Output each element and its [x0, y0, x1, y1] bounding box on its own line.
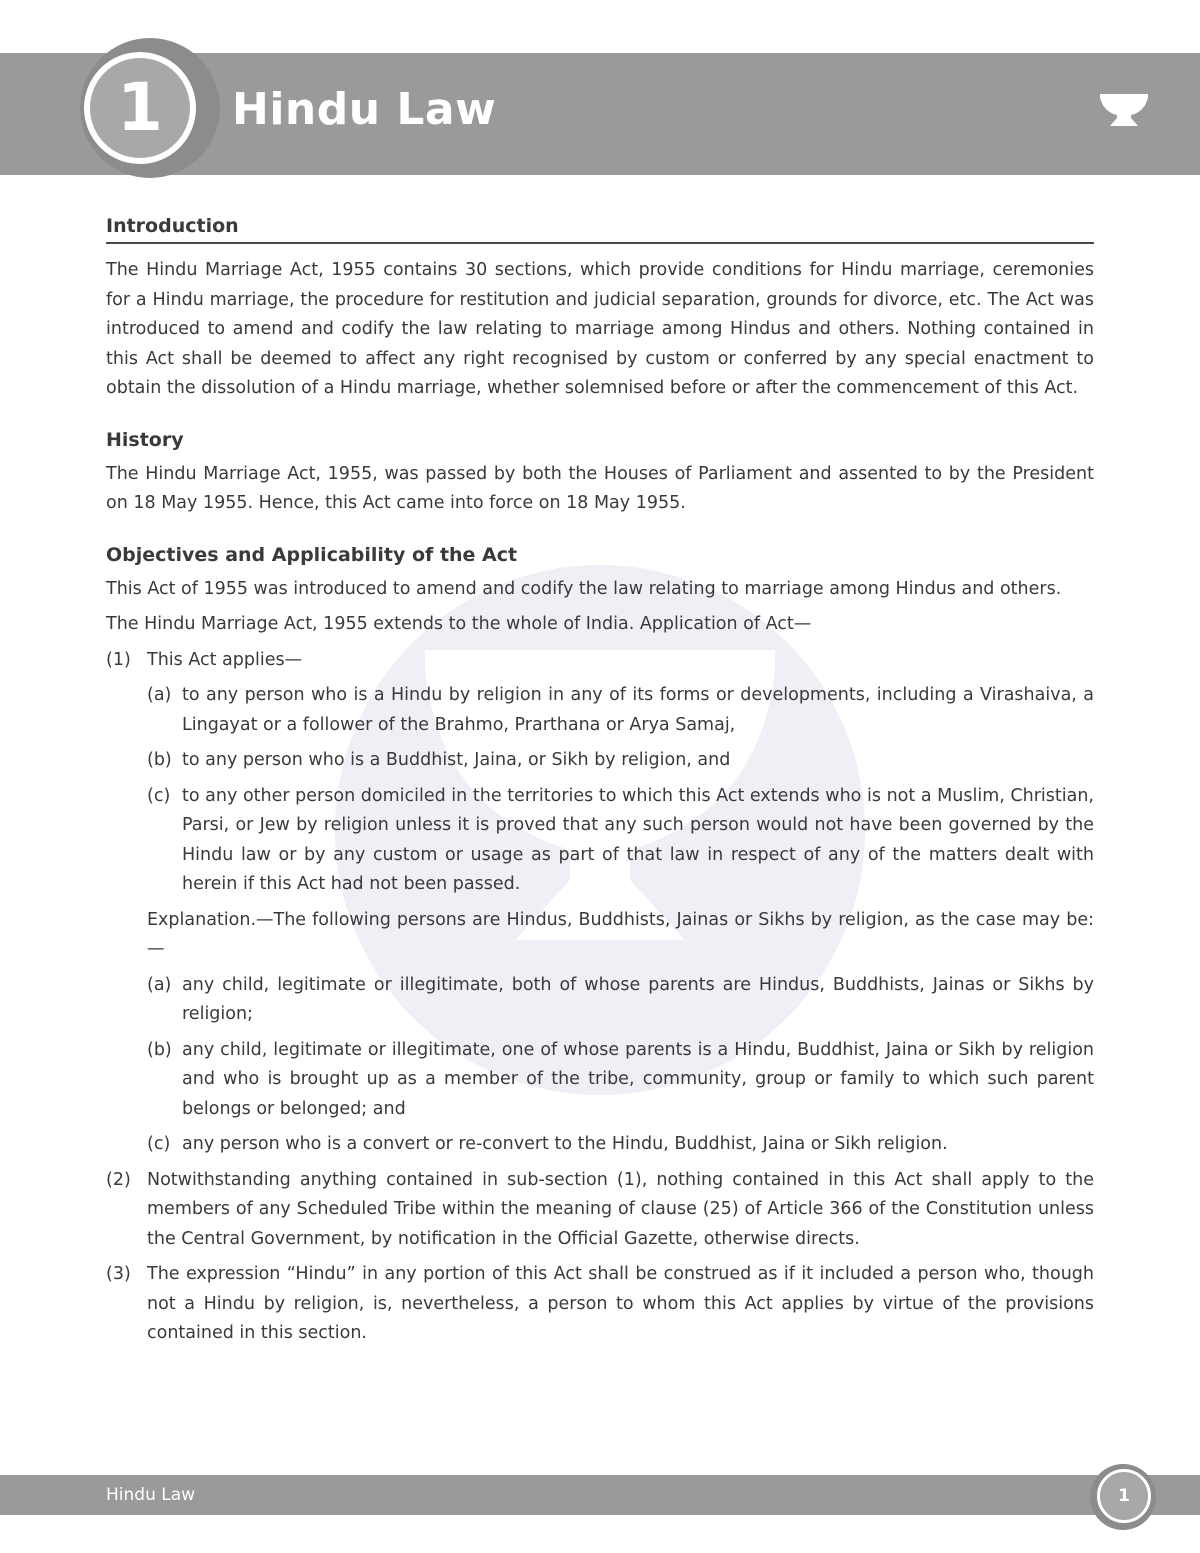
list-item	[106, 646, 1094, 676]
list-item	[106, 1130, 1094, 1160]
list-item	[106, 971, 1094, 1030]
bowl-logo-icon	[1098, 90, 1150, 130]
list-item	[106, 782, 1094, 900]
list-item	[106, 1036, 1094, 1125]
application-paragraph: The Hindu Marriage Act, 1955 extends to the whole of India. Application of Act—	[106, 614, 812, 634]
explanation-paragraph: Explanation.—The following persons are Hindus, Buddhists, Jainas or Sikhs by religion, as the case may be:—	[147, 909, 1094, 959]
list-item	[106, 681, 1094, 740]
list-marker: (c)	[147, 785, 171, 806]
list-item-text: any child, legitimate or illegitimate, both of whose parents are Hindus, Buddhists, Jainas or Sikhs by religion;	[182, 974, 1094, 1024]
chapter-title: Hindu Law	[232, 84, 497, 135]
list-marker: (2)	[106, 1169, 131, 1190]
list-item	[106, 1166, 1094, 1255]
main-content	[106, 212, 1094, 1349]
page-number: 1	[1097, 1469, 1151, 1523]
objectives-heading: Objectives and Applicability of the Act	[106, 543, 518, 566]
list-item	[106, 746, 1094, 776]
list-marker: (3)	[106, 1264, 131, 1284]
list-item-text: This Act applies—	[147, 649, 303, 670]
history-paragraph: The Hindu Marriage Act, 1955, was passed by both the Houses of Parliament and assented to by the President on 18 May 1955. Hence, this Act came into force on 18 May 1955.	[106, 463, 1094, 513]
history-heading: History	[106, 428, 184, 451]
list-item-text: any person who is a convert or re-convert to the Hindu, Buddhist, Jaina or Sikh religion.	[182, 1134, 948, 1154]
list-item-text: Notwithstanding anything contained in sub-section (1), nothing contained in this Act shall apply to the members of any Scheduled Tribe within the meaning of clause (25) of Article 366 of the Constitution unless the Central Government, by notification in the Official Gazette, otherwise directs.	[147, 1169, 1094, 1249]
list-marker: (b)	[147, 750, 172, 770]
list-marker: (c)	[147, 1134, 171, 1154]
list-item-text: The expression “Hindu” in any portion of this Act shall be construed as if it included a person who, though not a Hindu by religion, is, nevertheless, a person to whom this Act applies by virtue of the provisions contained in this section.	[147, 1264, 1094, 1343]
list-item-text: to any other person domiciled in the territories to which this Act extends who is not a Muslim, Christian, Parsi, or Jew by religion unless it is proved that any such person would not have been governed by the Hindu law or by any custom or usage as part of that law in respect of any of the matters dealt with herein if this Act had not been passed.	[182, 785, 1094, 894]
list-marker: (1)	[106, 649, 131, 670]
introduction-paragraph: The Hindu Marriage Act, 1955 contains 30 sections, which provide conditions for Hindu marriage, ceremonies for a Hindu marriage, the procedure for restitution and judicial separation, grounds for divorce, etc. The Act was introduced to amend and codify the law relating to marriage among Hindus and others. Nothing contained in this Act shall be deemed to affect any right recognised by custom or conferred by any special enactment to obtain the dissolution of a Hindu marriage, whether solemnised before or after the commencement of this Act.	[106, 260, 1094, 398]
footer-label: Hindu Law	[106, 1485, 196, 1505]
objectives-paragraph: This Act of 1955 was introduced to amend and codify the law relating to marriage among Hindus and others.	[106, 578, 1062, 599]
chapter-number-badge: 1	[84, 52, 196, 164]
list-item	[106, 1260, 1094, 1349]
list-marker: (b)	[147, 1039, 172, 1060]
list-item-text: any child, legitimate or illegitimate, one of whose parents is a Hindu, Buddhist, Jaina or Sikh by religion and who is brought up as a member of the tribe, community, group or family to which such parent belongs or belonged; and	[182, 1039, 1094, 1119]
list-item-text: to any person who is a Hindu by religion in any of its forms or developments, including a Virashaiva, a Lingayat or a follower of the Brahmo, Prarthana or Arya Samaj,	[182, 685, 1094, 735]
list-item-text: to any person who is a Buddhist, Jaina, or Sikh by religion, and	[182, 750, 731, 770]
list-marker: (a)	[147, 685, 172, 705]
introduction-heading: Introduction	[106, 212, 1094, 244]
list-marker: (a)	[147, 974, 172, 995]
